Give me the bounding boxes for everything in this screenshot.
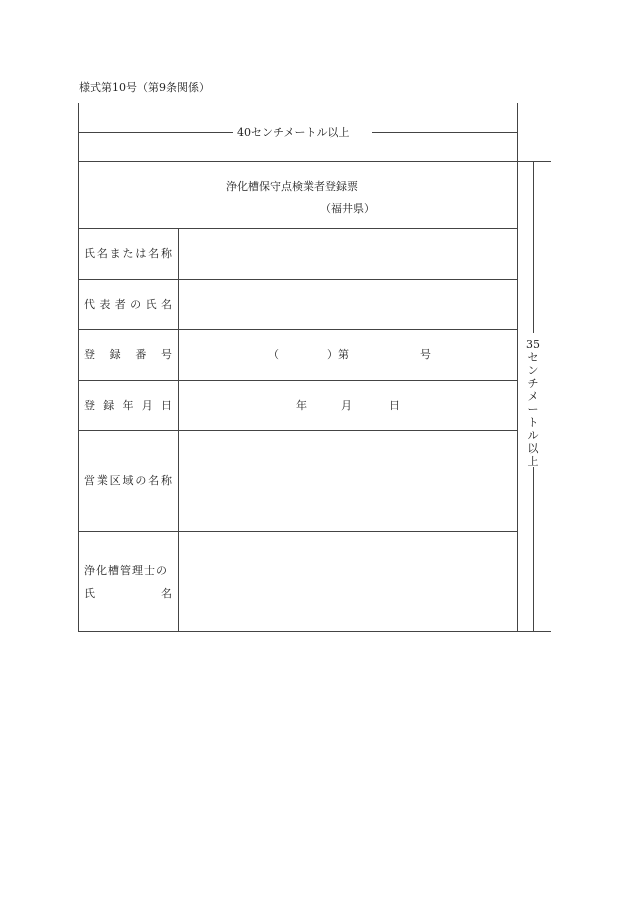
height-label-char: ト [527,416,539,429]
width-arrow-left [79,132,233,133]
date-day-label: 日 [389,399,400,412]
height-label-char: ン [527,364,539,377]
label-char: 表 [99,298,111,311]
registration-number-dai: ）第 [327,348,349,361]
row-divider [78,531,518,532]
label-char: 称 [160,247,172,260]
label-registration-number [84,349,172,360]
label-char: 名 [160,298,172,311]
label-char: 者 [114,298,126,311]
label-char: 氏 [84,247,95,260]
form-number: 様式第10号（第9条関係） [79,81,210,94]
table-right-border [517,161,518,632]
dimension-bottom-tick [517,631,551,632]
table-left-border [78,161,79,632]
height-label-char: 以 [527,442,539,455]
label-business-area-name [84,475,172,486]
width-dimension-label: 40センチメートル以上 [237,126,350,139]
label-char: た [122,247,134,260]
label-char: の [135,474,147,487]
label-char: 録 [103,399,115,412]
label-name-or-title [84,248,172,259]
height-label-char: ー [527,403,539,416]
height-label-char: セ [527,351,539,364]
label-septic-manager-line1: 浄化槽管理士の [84,564,168,577]
width-arrow-right [372,132,517,133]
label-representative-name [84,299,172,310]
height-label-digits: 35 [526,338,540,351]
height-arrow-top [533,161,534,333]
label-char: ま [109,247,121,260]
height-label-char: ル [527,429,539,442]
label-char: 名 [96,247,108,260]
dimension-top-tick [517,161,551,162]
label-char: 営 [84,474,95,487]
label-char: 日 [161,399,172,412]
prefecture-label: （福井県） [320,202,375,215]
label-char: 号 [160,348,172,361]
date-month-label: 月 [341,399,352,412]
label-char: の [130,298,142,311]
label-char: は [135,247,147,260]
table-bottom-border [78,631,518,632]
label-char: 登 [84,348,95,361]
label-char: 代 [84,298,95,311]
label-char: 氏 [145,298,157,311]
height-label-char: チ [527,377,539,390]
label-char: 番 [135,348,147,361]
label-char: 名 [148,474,160,487]
dimension-right-edge [517,103,518,161]
registration-number-go: 号 [420,348,431,361]
label-registration-date [84,400,172,411]
row-divider [78,329,518,330]
registration-title: 浄化槽保守点検業者登録票 [226,180,358,193]
row-divider [78,430,518,431]
label-char: 称 [160,474,172,487]
label-septic-manager-line2 [84,588,172,599]
label-char: 録 [109,348,121,361]
table-top-border [78,161,518,162]
label-char: 年 [122,399,134,412]
date-year-label: 年 [296,399,307,412]
row-divider [78,228,518,229]
label-char: 名 [161,587,172,600]
height-arrow-bottom [533,467,534,631]
height-label-char: 上 [527,455,539,468]
row-divider [78,380,518,381]
label-char: 名 [148,247,160,260]
label-char: 業 [96,474,108,487]
registration-number-open-paren: （ [268,348,279,361]
row-divider [78,279,518,280]
label-char: 登 [84,399,95,412]
label-char: 氏 [84,587,95,600]
label-char: 区 [109,474,121,487]
label-char: 域 [122,474,134,487]
label-char: 月 [141,399,153,412]
height-label-char: メ [527,390,539,403]
height-dimension-label [526,338,540,468]
